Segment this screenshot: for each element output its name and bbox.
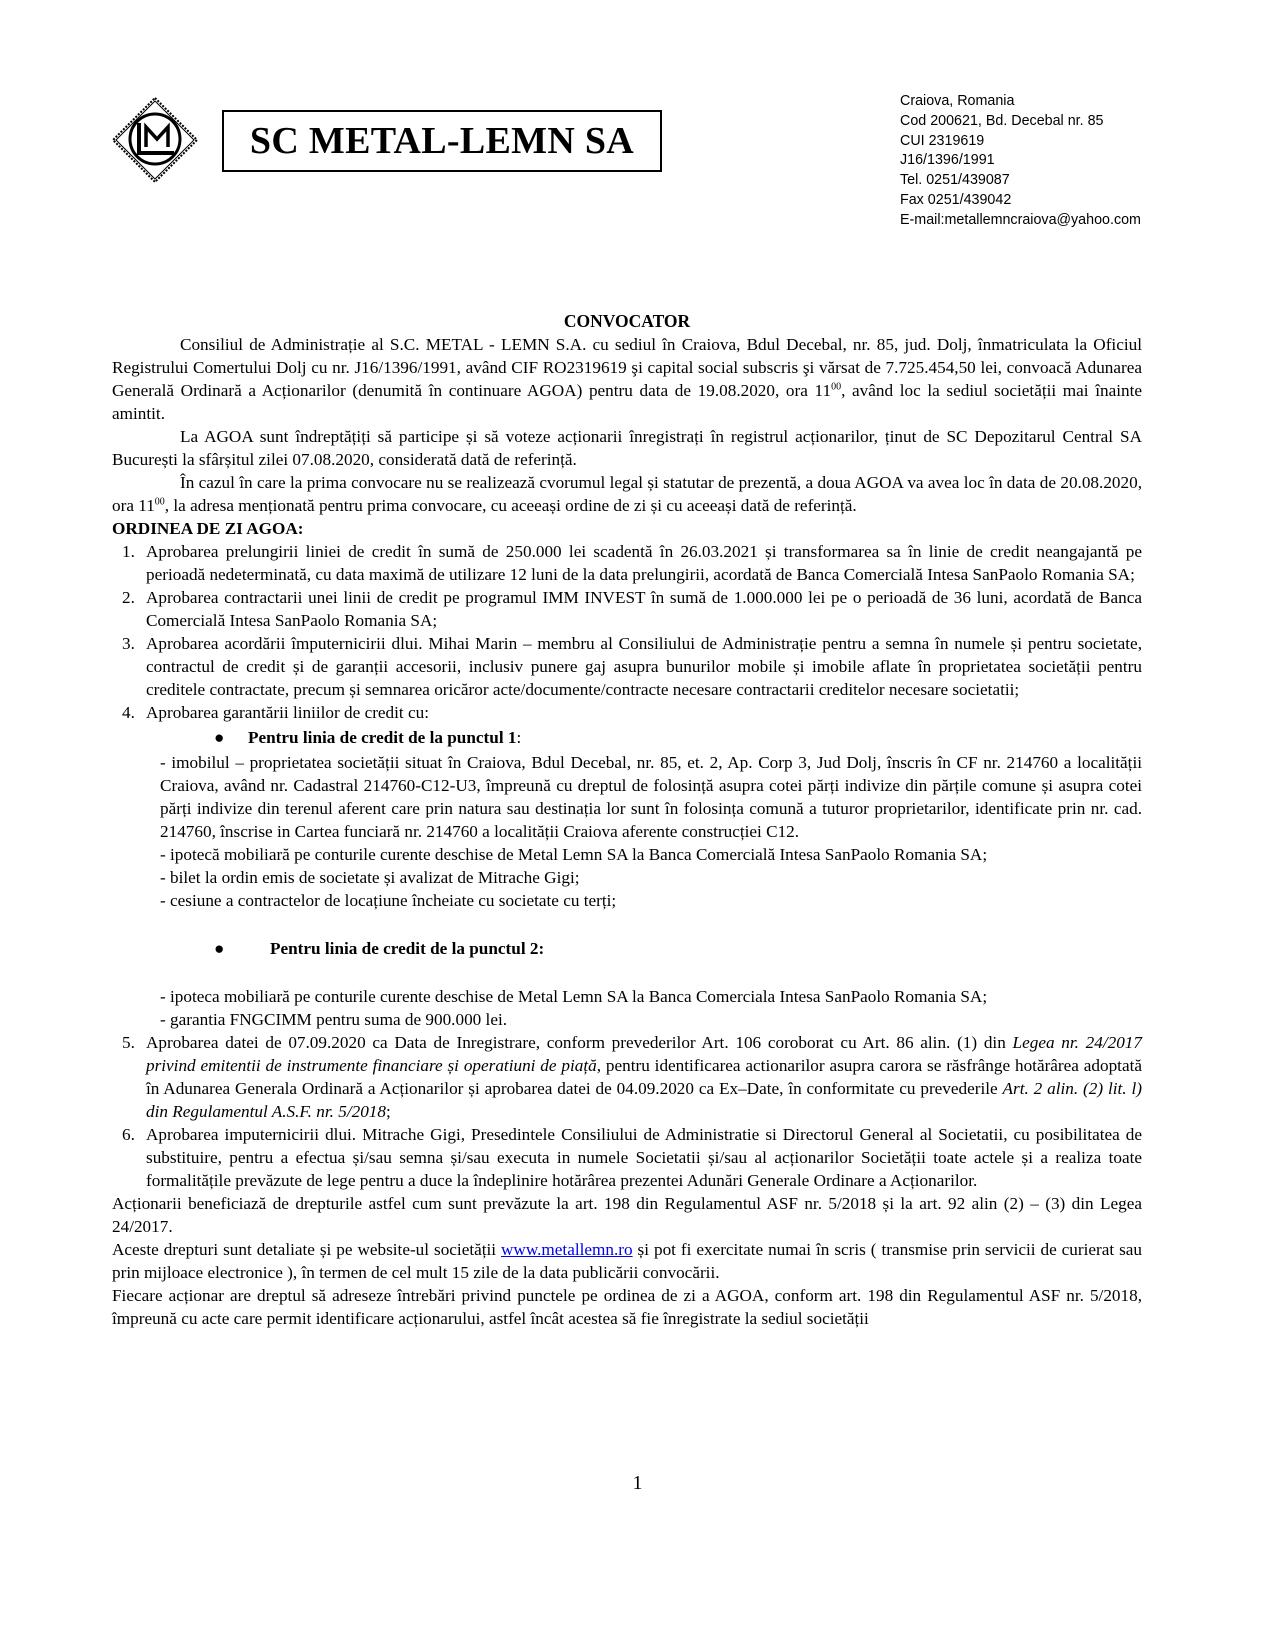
regulation-reference: Art. 2 alin. (2) lit. l) din Regulamentul A.S.F. nr. 5/2018 — [146, 1079, 1142, 1121]
agenda-title: ORDINEA DE ZI AGOA: — [112, 519, 304, 538]
bullet-icon: ● — [214, 728, 225, 747]
item-number: 1. — [122, 542, 135, 561]
intro-text: , la adresa menționată pentru prima convocare, cu aceeași ordine de zi și cu aceeași dată de referință. — [164, 496, 857, 515]
item-number: 4. — [122, 703, 135, 722]
agenda-item-3 — [112, 632, 1142, 701]
item-number: 2. — [122, 588, 135, 607]
questions-paragraph: Fiecare acționar are dreptul să adreseze întrebări privind punctele pe ordinea de zi a AGOA, conform art. 198 din Regulamentul ASF nr. 5/2018, împreună cu acte care permit identificare acționarului, astfel încât acestea să fie înregistrate la sediul societății — [112, 1286, 1142, 1328]
intro-text: În cazul în care la prima convocare nu se realizează cvorumul legal și statutar de prezentă, a doua AGOA va avea loc în data de 20.08.2020, ora 11 — [112, 473, 1142, 515]
time-superscript: 00 — [831, 381, 842, 393]
page-number: 1 — [632, 1472, 643, 1494]
website-text: și pot fi exercitate numai în scris ( transmise prin servicii de curierat sau prin mijloace electronice ), în termen de cel mult 15 zile de la data publicării convocării. — [112, 1240, 1143, 1282]
law-reference: Legea nr. 24/2017 privind emitentii de instrumente financiare și operatiuni de piață — [146, 1033, 1142, 1075]
item-number: 5. — [122, 1033, 135, 1052]
intro-text: , având loc la sediul societății mai înainte amintit. — [112, 381, 1142, 423]
contact-fax: Fax 0251/439042 — [900, 191, 1012, 208]
company-name-box — [222, 110, 662, 172]
item-text: Aprobarea datei de 07.09.2020 ca Data de Inregistrare, conform prevederilor Art. 106 coroborat cu Art. 86 alin. (1) din — [146, 1033, 1013, 1052]
item-text: Aprobarea imputernicirii dlui. Mitrache Gigi, Presedintele Consiliului de Administratie si Directorul General al Societatii, cu posibilitatea de substituire, pentru a efectua și/sau semna și/sau executa in numele Societatii și/sau al acționarilor Societății toate actele și a realiza toate formalitățile prevăzute de lege pentru a duce la îndeplinire hotărârea prezentei Adunări Generale Ordinare a Acționarilor. — [146, 1125, 1142, 1190]
bullet-title: Pentru linia de credit de la punctul 2: — [270, 939, 545, 958]
guarantee-line: - ipotecă mobiliară pe conturile curente deschise de Metal Lemn SA la Banca Comercială Intesa SanPaolo Romania SA; — [160, 845, 988, 864]
item-text: Aprobarea garantării liniilor de credit cu: — [146, 703, 429, 722]
agenda-item-6 — [112, 1123, 1142, 1192]
contact-cui: CUI 2319619 — [900, 132, 985, 149]
bullet-title: Pentru linia de credit de la punctul 1 — [248, 728, 517, 747]
contact-block — [900, 92, 1141, 231]
guarantee-line: - cesiune a contractelor de locațiune încheiate cu societate cu terți; — [160, 891, 617, 910]
guarantee-line: - imobilul – proprietatea societății situat în Craiova, Bdul Decebal, nr. 85, et. 2, Ap. Corp 3, Jud Dolj, înscris în CF nr. 214760 a localității Craiova, având nr. Cadastral 214760-C12-U3, împreună cu dreptul de folosință asupra cotei părți indivize din părțile comune și asupra cotei părți indivize din terenul aferent care prin natura sau destinația lor sunt în folosința comună a tuturor proprietarilor, identificate prin nr. cad. 214760, înscrise in Cartea funciară nr. 214760 a localității Craiova aferente construcției C12. — [160, 753, 1142, 841]
guarantee-line: - ipoteca mobiliară pe conturile curente deschise de Metal Lemn SA la Banca Comerciala Intesa SanPaolo Romania SA; — [160, 987, 988, 1006]
company-logo — [110, 95, 200, 185]
guarantee-group-1-title — [112, 726, 1142, 749]
bullet-suffix: : — [516, 728, 522, 747]
agenda-item-5 — [112, 1031, 1142, 1123]
item-text: Aprobarea prelungirii liniei de credit în sumă de 250.000 lei scadentă în 26.03.2021 și transformarea sa în linie de credit neangajantă pe perioadă nedeterminată, cu data maximă de utilizare 12 luni de la data prelungirii, acordată de Banca Comercială Intesa SanPaolo Romania SA; — [146, 542, 1142, 584]
rights-paragraph: Acționarii beneficiază de drepturile astfel cum sunt prevăzute la art. 198 din Regulamentul ASF nr. 5/2018 și la art. 92 alin (2) – (3) din Legea 24/2017. — [112, 1194, 1142, 1236]
item-text: Aprobarea acordării împuternicirii dlui. Mihai Marin – membru al Consiliului de Administrație pentru a semna în numele și pentru societate, contractul de credit și de garanții accesorii, inclusiv punere gaj asupra bunurilor mobile și imobile aflate în proprietatea societății pentru creditele contractate, precum și semnarea oricăror acte/documente/contracte necesare contractarii creditelor necesare societatii; — [146, 634, 1142, 699]
document-body — [112, 310, 1142, 1330]
item-text: , pentru identificarea actionarilor asupra carora se răsfrânge hotărârea adoptată în Adunarea Generala Ordinară a Acționarilor și aprobarea datei de 04.09.2020 ca Ex–Date, în conformitate cu prevederile — [146, 1056, 1142, 1098]
item-text: ; — [385, 1102, 391, 1121]
agenda-item-2 — [112, 586, 1142, 632]
agenda-item-1 — [112, 540, 1142, 586]
item-number: 6. — [122, 1125, 135, 1144]
guarantee-line: - bilet la ordin emis de societate și avalizat de Mitrache Gigi; — [160, 868, 580, 887]
contact-phone: Tel. 0251/439087 — [900, 172, 1010, 189]
item-number: 3. — [122, 634, 135, 653]
contact-city: Craiova, Romania — [900, 93, 1015, 109]
website-text: Aceste drepturi sunt detaliate și pe website-ul societății — [112, 1240, 502, 1259]
contact-registry: J16/1396/1991 — [900, 152, 995, 169]
document-title: CONVOCATOR — [563, 311, 691, 331]
time-superscript: 00 — [154, 496, 165, 508]
contact-address: Cod 200621, Bd. Decebal nr. 85 — [900, 112, 1104, 129]
intro-text: Consiliul de Administrație al S.C. METAL - LEMN S.A. cu sediul în Craiova, Bdul Decebal, nr. 85, jud. Dolj, înmatriculata la Oficiul Registrului Comertului Dolj cu nr. J16/1396/1991, având CIF RO2319619 şi capital social subscris şi vărsat de 7.725.454,50 lei, convoacă Adunarea Generală Ordinară a Acționarilor (denumită în continuare AGOA) pentru data de 19.08.2020, ora 11 — [112, 335, 1142, 400]
item-text: Aprobarea contractarii unei linii de credit pe programul IMM INVEST în sumă de 1.000.000 lei pe o perioadă de 36 luni, acordată de Banca Comercială Intesa SanPaolo Romania SA; — [146, 588, 1142, 630]
website-paragraph — [112, 1238, 1142, 1284]
contact-email: E-mail:metallemncraiova@yahoo.com — [900, 211, 1141, 228]
lm-logo-icon — [110, 95, 200, 185]
bullet-icon: ● — [214, 939, 225, 958]
intro-paragraph-2: La AGOA sunt îndreptățiți să participe și să voteze acționarii înregistrați în registrul acționarilor, ținut de SC Depozitarul Central SA București la sfârșitul zilei 07.08.2020, considerată dată de referință. — [112, 427, 1142, 469]
intro-paragraph-3 — [112, 471, 1142, 517]
intro-paragraph-1 — [112, 333, 1142, 425]
website-link[interactable]: www.metallemn.ro — [501, 1240, 633, 1259]
guarantee-line: - garantia FNGCIMM pentru suma de 900.000 lei. — [160, 1010, 508, 1029]
guarantee-group-2-title — [112, 937, 1142, 960]
agenda-item-4 — [112, 701, 1142, 724]
company-name: SC METAL-LEMN SA — [249, 120, 635, 162]
